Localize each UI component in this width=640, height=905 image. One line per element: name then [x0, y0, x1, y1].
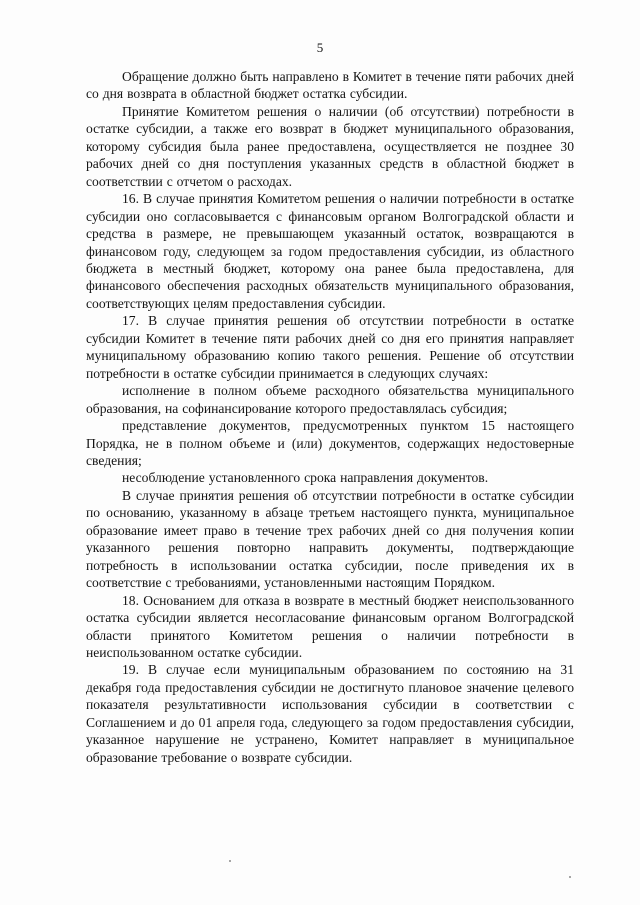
page-number: 5 — [316, 40, 324, 55]
paragraph-appeal-deadline: Обращение должно быть направлено в Комитет в течение пяти рабочих дней со дня возврата в областной бюджет остатка субсидии. — [86, 69, 574, 102]
paragraph-case-incomplete-documents: представление документов, предусмотренных пунктом 15 настоящего Порядка, не в полном объеме и (или) документов, содержащих недостоверные сведения; — [86, 418, 574, 468]
document-body — [86, 68, 574, 766]
paragraph-case-full-execution: исполнение в полном объеме расходного обязательства муниципального образования, на софинансирование которого предоставлялась субсидия; — [86, 383, 574, 416]
paragraph-clause-18: 18. Основанием для отказа в возврате в местный бюджет неиспользованного остатка субсидии является несогласование финансовым органом Волгоградской области принятого Комитетом решения о наличии потребности в неиспользованном остатке субсидии. — [86, 592, 574, 660]
paragraph-case-missed-deadline: несоблюдение установленного срока направления документов. — [122, 470, 489, 486]
paragraph-clause-17: 17. В случае принятия решения об отсутствии потребности в остатке субсидии Комитет в течение пяти рабочих дней со дня его принятия направляет муниципальному образованию копию такого решения. Решение об отсутствии потребности в остатке субсидии принимается в следующих случаях: — [86, 313, 574, 381]
paragraph-decision-timing: Принятие Комитетом решения о наличии (об отсутствии) потребности в остатке субсидии, а также его возврат в бюджет муниципального образования, которому субсидия была ранее предоставлена, осуществляется не позднее 30 рабочих дней со дня поступления указанных средств в областной бюджет в соответствии с отчетом о расходах. — [86, 103, 574, 189]
scan-speck — [229, 860, 231, 862]
scan-speck — [569, 876, 571, 878]
paragraph-clause-16: 16. В случае принятия Комитетом решения о наличии потребности в остатке субсидии оно согласовывается с финансовым органом Волгоградской области и средства в размере, не превышающем указанный остаток, возвращаются в финансовом году, следующем за годом предоставления субсидии, из областного бюджета в местный бюджет, которому она ранее была предоставлена, для финансового обеспечения расходных обязательств муниципального образования, соответствующих целям предоставления субсидии. — [86, 191, 574, 311]
paragraph-clause-19: 19. В случае если муниципальным образованием по состоянию на 31 декабря года предоставления субсидии не достигнуто плановое значение целевого показателя результативности использования субсидии в соответствии с Соглашением и до 01 апреля года, следующего за годом предоставления субсидии, указанное нарушение не устранено, Комитет направляет в муниципальное образование требование о возврате субсидии. — [86, 662, 574, 765]
paragraph-resubmission-right: В случае принятия решения об отсутствии потребности в остатке субсидии по основанию, указанному в абзаце третьем настоящего пункта, муниципальное образование имеет право в течение трех рабочих дней со дня получения копии указанного решения повторно направить документы, подтверждающие потребность в использовании остатка субсидии, после приведения их в соответствие с требованиями, установленными настоящим Порядком. — [86, 487, 574, 591]
